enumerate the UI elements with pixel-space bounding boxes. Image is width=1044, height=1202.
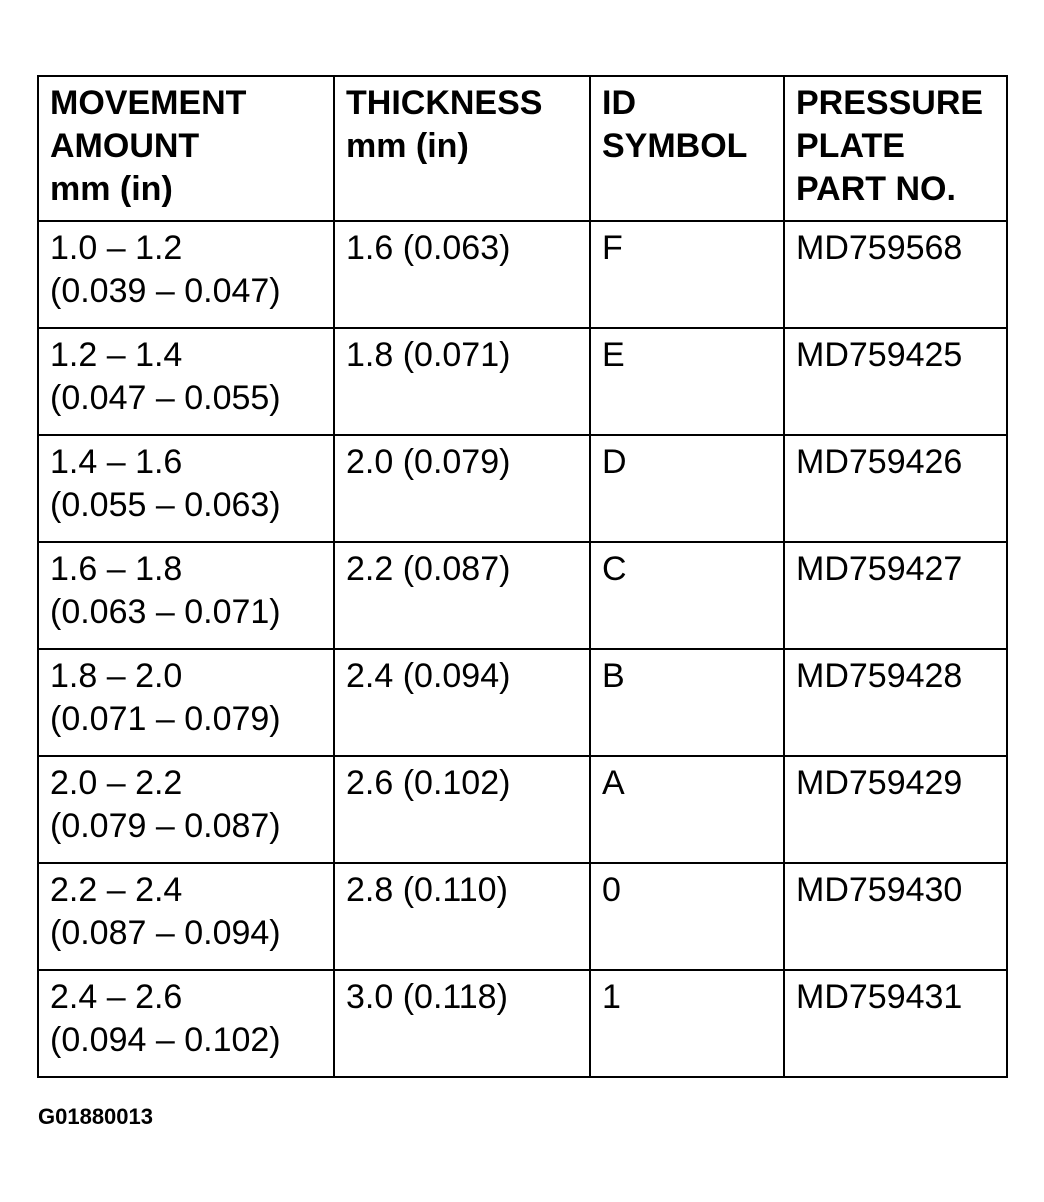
thickness-cell: 2.6 (0.102)	[334, 756, 590, 863]
part-number-cell: MD759426	[784, 435, 1007, 542]
id-symbol-cell: 0	[590, 863, 784, 970]
table-row	[38, 221, 1007, 328]
movement-amount-cell: 1.6 – 1.8 (0.063 – 0.071)	[38, 542, 334, 649]
id-symbol-cell: 1	[590, 970, 784, 1077]
thickness-cell: 1.8 (0.071)	[334, 328, 590, 435]
movement-amount-cell: 2.2 – 2.4 (0.087 – 0.094)	[38, 863, 334, 970]
table-row	[38, 328, 1007, 435]
part-number-cell: MD759431	[784, 970, 1007, 1077]
id-symbol-cell: D	[590, 435, 784, 542]
table-row	[38, 863, 1007, 970]
part-number-cell: MD759429	[784, 756, 1007, 863]
movement-amount-cell: 1.8 – 2.0 (0.071 – 0.079)	[38, 649, 334, 756]
pressure-plate-spec-table	[37, 75, 1008, 1078]
part-number-cell: MD759425	[784, 328, 1007, 435]
header-movement-amount: MOVEMENT AMOUNT mm (in)	[38, 76, 334, 221]
thickness-cell: 2.2 (0.087)	[334, 542, 590, 649]
thickness-cell: 2.0 (0.079)	[334, 435, 590, 542]
part-number-cell: MD759430	[784, 863, 1007, 970]
part-number-cell: MD759428	[784, 649, 1007, 756]
id-symbol-cell: C	[590, 542, 784, 649]
header-pressure-plate-part-no: PRESSURE PLATE PART NO.	[784, 76, 1007, 221]
id-symbol-cell: B	[590, 649, 784, 756]
id-symbol-cell: E	[590, 328, 784, 435]
table-header-row	[38, 76, 1007, 221]
table-row	[38, 542, 1007, 649]
part-number-cell: MD759427	[784, 542, 1007, 649]
movement-amount-cell: 2.0 – 2.2 (0.079 – 0.087)	[38, 756, 334, 863]
thickness-cell: 1.6 (0.063)	[334, 221, 590, 328]
table-row	[38, 970, 1007, 1077]
figure-id-label: G01880013	[38, 1104, 153, 1129]
thickness-cell: 2.4 (0.094)	[334, 649, 590, 756]
movement-amount-cell: 1.4 – 1.6 (0.055 – 0.063)	[38, 435, 334, 542]
movement-amount-cell: 1.2 – 1.4 (0.047 – 0.055)	[38, 328, 334, 435]
header-id-symbol: ID SYMBOL	[590, 76, 784, 221]
id-symbol-cell: A	[590, 756, 784, 863]
table-row	[38, 649, 1007, 756]
part-number-cell: MD759568	[784, 221, 1007, 328]
header-thickness: THICKNESS mm (in)	[334, 76, 590, 221]
movement-amount-cell: 2.4 – 2.6 (0.094 – 0.102)	[38, 970, 334, 1077]
movement-amount-cell: 1.0 – 1.2 (0.039 – 0.047)	[38, 221, 334, 328]
id-symbol-cell: F	[590, 221, 784, 328]
thickness-cell: 2.8 (0.110)	[334, 863, 590, 970]
thickness-cell: 3.0 (0.118)	[334, 970, 590, 1077]
table-row	[38, 435, 1007, 542]
table-row	[38, 756, 1007, 863]
